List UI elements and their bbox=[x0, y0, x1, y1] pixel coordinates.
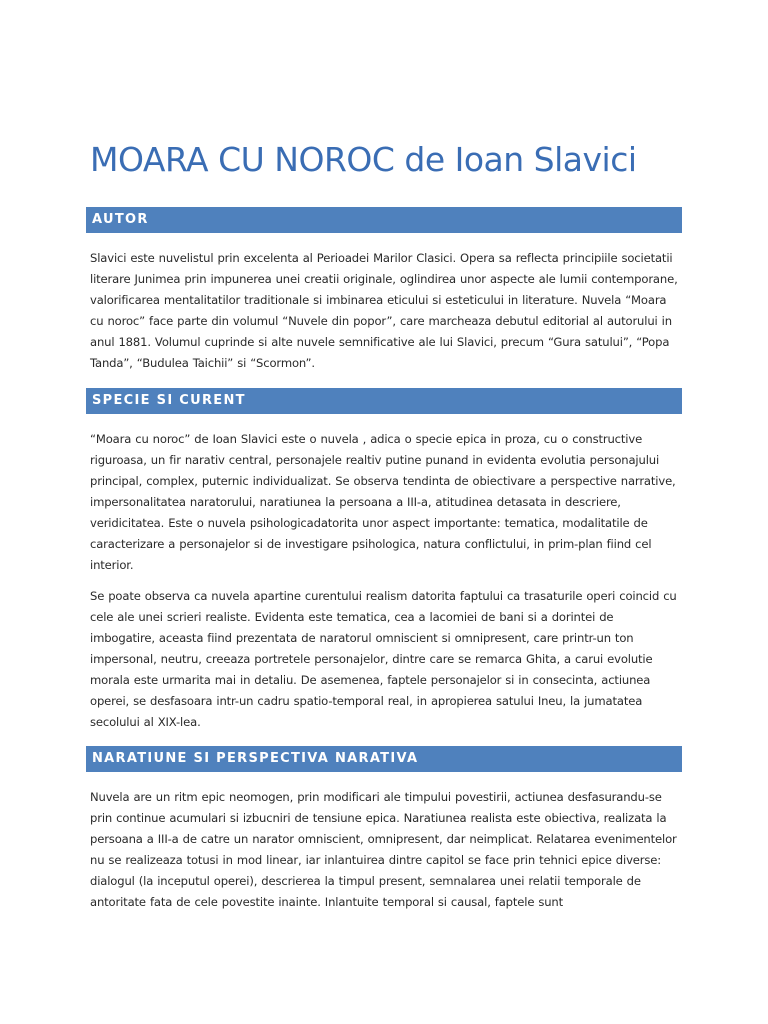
document-title: MOARA CU NOROC de Ioan Slavici bbox=[90, 140, 637, 179]
paragraph-specie-2: Se poate observa ca nuvela apartine curentului realism datorita faptului ca trasaturile operi coincid cu cele ale unei scrieri realiste. Evidenta este tematica, cea a lacomiei de bani si a dorintei de imbogatire, aceasta fiind prezentata de naratorul omniscient si omnipresent, care printr-un ton impersonal, neutru, creeaza portretele personajelor, dintre care se remarca Ghita, a carui evolutie morala este urmarita mai in detaliu. De asemenea, faptele personajelor si in consecinta, actiunea operei, se desfasoara intr-un cadru spatio-temporal real, in apropierea satului Ineu, la jumatatea secolului al XIX-lea. bbox=[90, 589, 677, 729]
section-heading-autor: AUTOR bbox=[86, 207, 682, 233]
paragraph-naratiune: Nuvela are un ritm epic neomogen, prin modificari ale timpului povestirii, actiunea desfasurandu-se prin continue acumulari si izbucniri de tensiune epica. Naratiunea realista este obiectiva, realizata la persoana a III-a de catre un narator omniscient, omnipresent, dar neimplicat. Relatarea evenimentelor nu se realizeaza totusi in mod linear, iar inlantuirea dintre capitol se face prin tehnici epice diverse: dialogul (la inceputul operei), descrierea la timpul present, semnalarea unei relatii temporale de antoritate fata de cele povestite inainte. Inlantuite temporal si causal, faptele sunt bbox=[90, 790, 677, 909]
section-heading-naratiune: NARATIUNE SI PERSPECTIVA NARATIVA bbox=[86, 746, 682, 772]
section-heading-specie-si-curent: SPECIE SI CURENT bbox=[86, 388, 682, 414]
paragraph-autor: Slavici este nuvelistul prin excelenta al Perioadei Marilor Clasici. Opera sa reflecta principiile societatii literare Junimea prin impunerea unei creatii originale, oglindirea unor aspecte ale lumii contemporane, valorificarea mentalitatilor traditionale si imbinarea eticului si esteticului in literature. Nuvela “Moara cu noroc” face parte din volumul “Nuvele din popor”, care marcheaza debutul editorial al autorului in anul 1881. Volumul cuprinde si alte nuvele semnificative ale lui Slavici, precum “Gura satului”, “Popa Tanda”, “Budulea Taichii” si “Scormon”. bbox=[90, 251, 678, 370]
paragraph-specie-1: “Moara cu noroc” de Ioan Slavici este o nuvela , adica o specie epica in proza, cu o constructive riguroasa, un fir narativ central, personajele realtiv putine punand in evidenta evolutia personajului principal, complex, puternic individualizat. Se observa tendinta de obiectivare a perspective narrative, impersonalitatea naratorului, naratiunea la persoana a III-a, atitudinea detasata in descriere, veridicitatea. Este o nuvela psihologicadatorita unor aspect importante: tematica, modalitatile de caracterizare a personajelor si de investigare psihologica, natura conflictului, in prim-plan fiind cel interior. bbox=[90, 432, 676, 572]
